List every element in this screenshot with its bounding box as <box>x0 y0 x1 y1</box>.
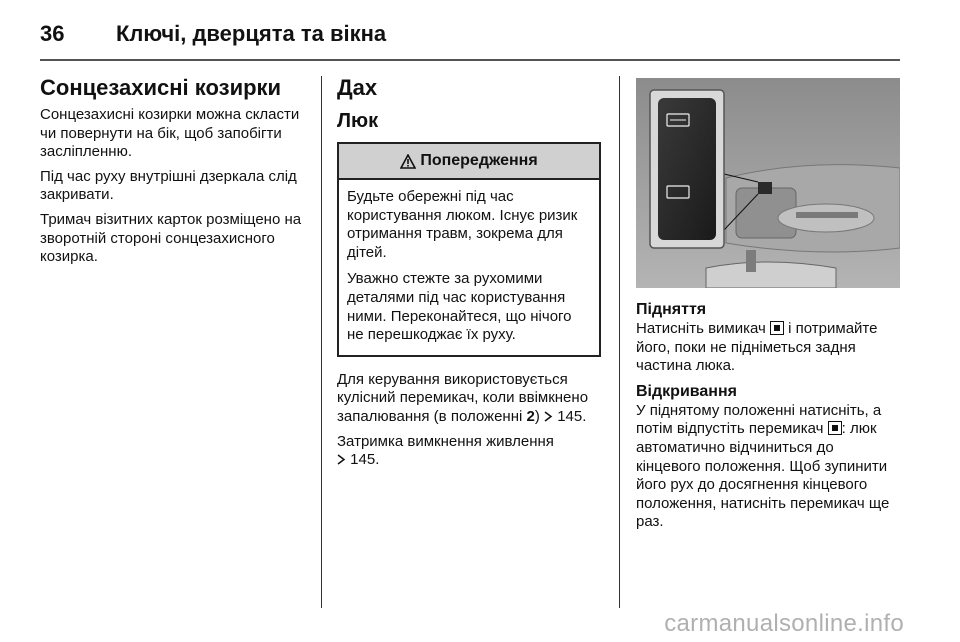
column-roof <box>337 72 603 476</box>
text-fragment: Затримка вимкнення живлення <box>337 432 554 450</box>
page-reference-link[interactable]: 145. <box>350 451 380 469</box>
column-sunroof-operation <box>636 78 902 538</box>
header-divider <box>40 59 900 61</box>
watermark: carmanualsonline.info <box>664 610 904 637</box>
paragraph-power-delay <box>337 433 603 470</box>
text-fragment: У піднятому положенні натисніть, а потім відпустіть перемикач <box>636 401 882 438</box>
warning-box <box>337 142 601 357</box>
text-fragment: Для керування використовується кулісний перемикач, коли ввімкнено запалювання (в положенні <box>337 370 589 425</box>
column-divider-1 <box>321 76 322 608</box>
section-heading-roof: Дах <box>337 75 378 100</box>
sunroof-operation-text <box>337 371 603 470</box>
page-header <box>40 14 386 54</box>
paragraph-control <box>337 371 603 427</box>
ignition-position: 2 <box>526 407 535 425</box>
column-divider-2 <box>619 76 620 608</box>
warning-paragraph: Будьте обережні під час користування люком. Існує ризик отримання травм, зокрема для дітей. <box>347 188 578 261</box>
paragraph-raising <box>636 320 902 376</box>
section-heading-sun-visors: Сонцезахисні козирки <box>40 75 282 100</box>
text-fragment: ) <box>534 407 545 425</box>
text-fragment: Натисніть вимикач <box>636 320 766 337</box>
paragraph: Тримач візитних карток розміщено на зворотній стороні сонцезахисного козирка. <box>40 210 302 266</box>
subheading-opening: Відкривання <box>636 382 737 400</box>
warning-title: Попередження <box>420 152 538 169</box>
sunroof-switch-icon <box>828 421 842 435</box>
warning-body <box>339 180 599 355</box>
sunroof-switch-photo <box>636 78 900 288</box>
warning-header <box>339 144 599 180</box>
page-reference-link[interactable]: 145. <box>557 407 587 425</box>
subheading-raising: Підняття <box>636 301 707 318</box>
sunroof-switch-icon <box>770 321 784 335</box>
warning-triangle-icon <box>400 154 416 169</box>
text-fragment: : люк автоматично відчиниться до кінцевого положення. Щоб зупинити його рух до досягнення кінцевого положення, натисніть перемикач ще раз. <box>636 420 890 531</box>
page-number: 36 <box>40 21 65 46</box>
sunroof-switch-illustration <box>636 78 900 288</box>
warning-paragraph: Уважно стежте за рухомими деталями під час користування ними. Переконайтеся, що нічого не перешкоджає їх руху. <box>347 270 572 344</box>
subheading-sunroof: Люк <box>337 110 379 132</box>
paragraph-opening <box>636 402 902 532</box>
column-sun-visors <box>40 72 306 273</box>
paragraph: Під час руху внутрішні дзеркала слід закривати. <box>40 167 297 204</box>
paragraph: Сонцезахисні козирки можна скласти чи повернути на бік, щоб запобігти засліпленню. <box>40 106 300 161</box>
reference-arrow-icon <box>337 454 346 465</box>
text-fragment: і потримайте його, поки не підніметься задня частина люка. <box>636 320 878 375</box>
reference-arrow-icon <box>544 411 553 422</box>
chapter-title: Ключі, дверцята та вікна <box>116 21 387 46</box>
